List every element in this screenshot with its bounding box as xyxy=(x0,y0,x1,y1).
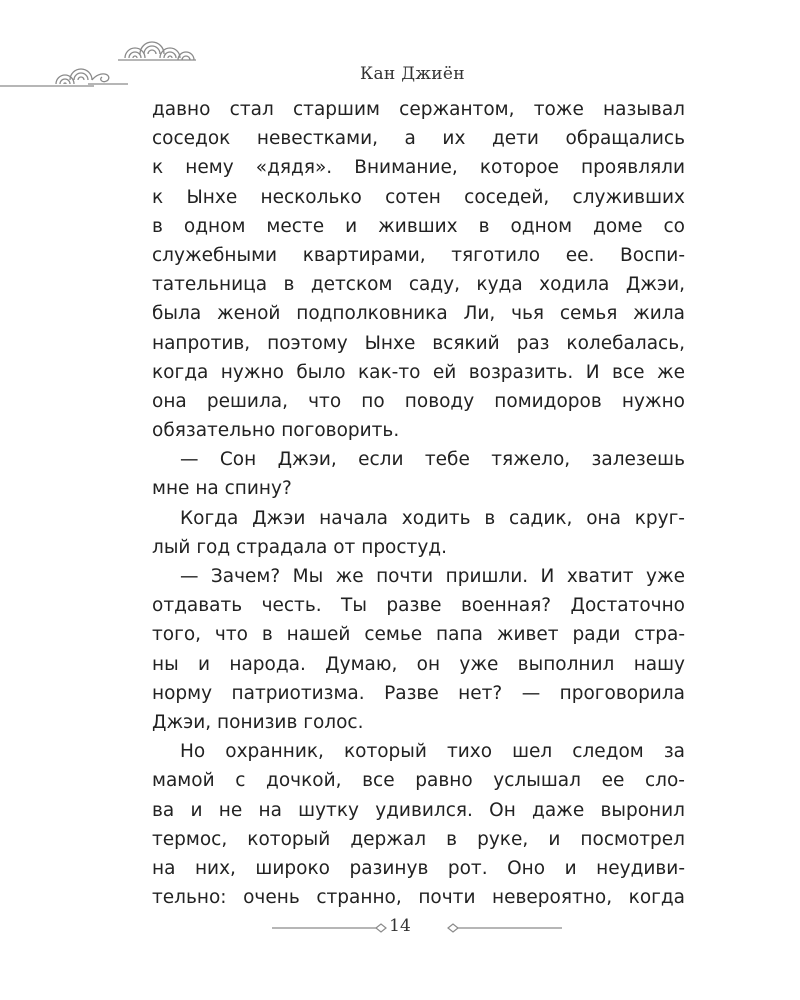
text-line: — Зачем? Мы же почти пришли. И хватит уже xyxy=(180,566,685,587)
text-line: Джэи, понизив голос. xyxy=(152,711,364,733)
text-line: когда нужно было как-то ей возразить. И все же xyxy=(152,361,685,383)
text-line: ва и не на шутку удивился. Он даже выронил xyxy=(152,799,685,821)
running-head-author: Кан Джиён xyxy=(360,64,465,84)
text-line: ны и народа. Думаю, он уже выполнил нашу xyxy=(152,653,685,675)
text-line: давно стал старшим сержантом, тоже называл xyxy=(152,99,685,120)
text-line: того, что в нашей семье папа живет ради стра- xyxy=(152,624,685,646)
text-line: напротив, поэтому Ынхе всякий раз колебалась, xyxy=(152,332,685,354)
body-text xyxy=(152,95,685,912)
text-line: к Ынхе несколько сотен соседей, служивших xyxy=(152,186,685,208)
text-line: тельно: очень странно, почти невероятно, когда xyxy=(152,887,685,909)
text-line: Когда Джэи начала ходить в садик, она круг- xyxy=(180,507,685,529)
text-line: норму патриотизма. Разве нет? — проговорила xyxy=(152,682,685,704)
text-line: в одном месте и живших в одном доме со xyxy=(152,215,685,237)
text-line: служебными квартирами, тяготило ее. Воспи- xyxy=(152,244,685,266)
text-line: была женой подполковника Ли, чья семья жила xyxy=(152,303,685,325)
page-number: 14 xyxy=(389,916,411,936)
text-line: мне на спину? xyxy=(152,478,292,500)
text-line: лый год страдала от простуд. xyxy=(152,536,447,558)
text-line: мамой с дочкой, все равно услышал ее сло- xyxy=(152,770,685,792)
text-line: к нему «дядя». Внимание, которое проявляли xyxy=(152,157,685,179)
text-line: — Сон Джэи, если тебе тяжело, залезешь xyxy=(180,449,685,471)
text-line: она решила, что по поводу помидоров нужно xyxy=(152,390,685,412)
text-line: термос, который держал в руке, и посмотрел xyxy=(152,828,685,850)
text-line: отдавать честь. Ты разве военная? Достаточно xyxy=(152,595,685,617)
text-line: тательница в детском саду, куда ходила Джэи, xyxy=(152,274,685,296)
header-wave-ornament-icon xyxy=(0,40,230,100)
text-line: соседок невестками, а их дети обращались xyxy=(152,128,685,150)
text-line: Но охранник, который тихо шел следом за xyxy=(180,741,685,763)
text-line: на них, широко разинув рот. Оно и неудиви- xyxy=(152,857,685,879)
text-line: обязательно поговорить. xyxy=(152,420,400,442)
